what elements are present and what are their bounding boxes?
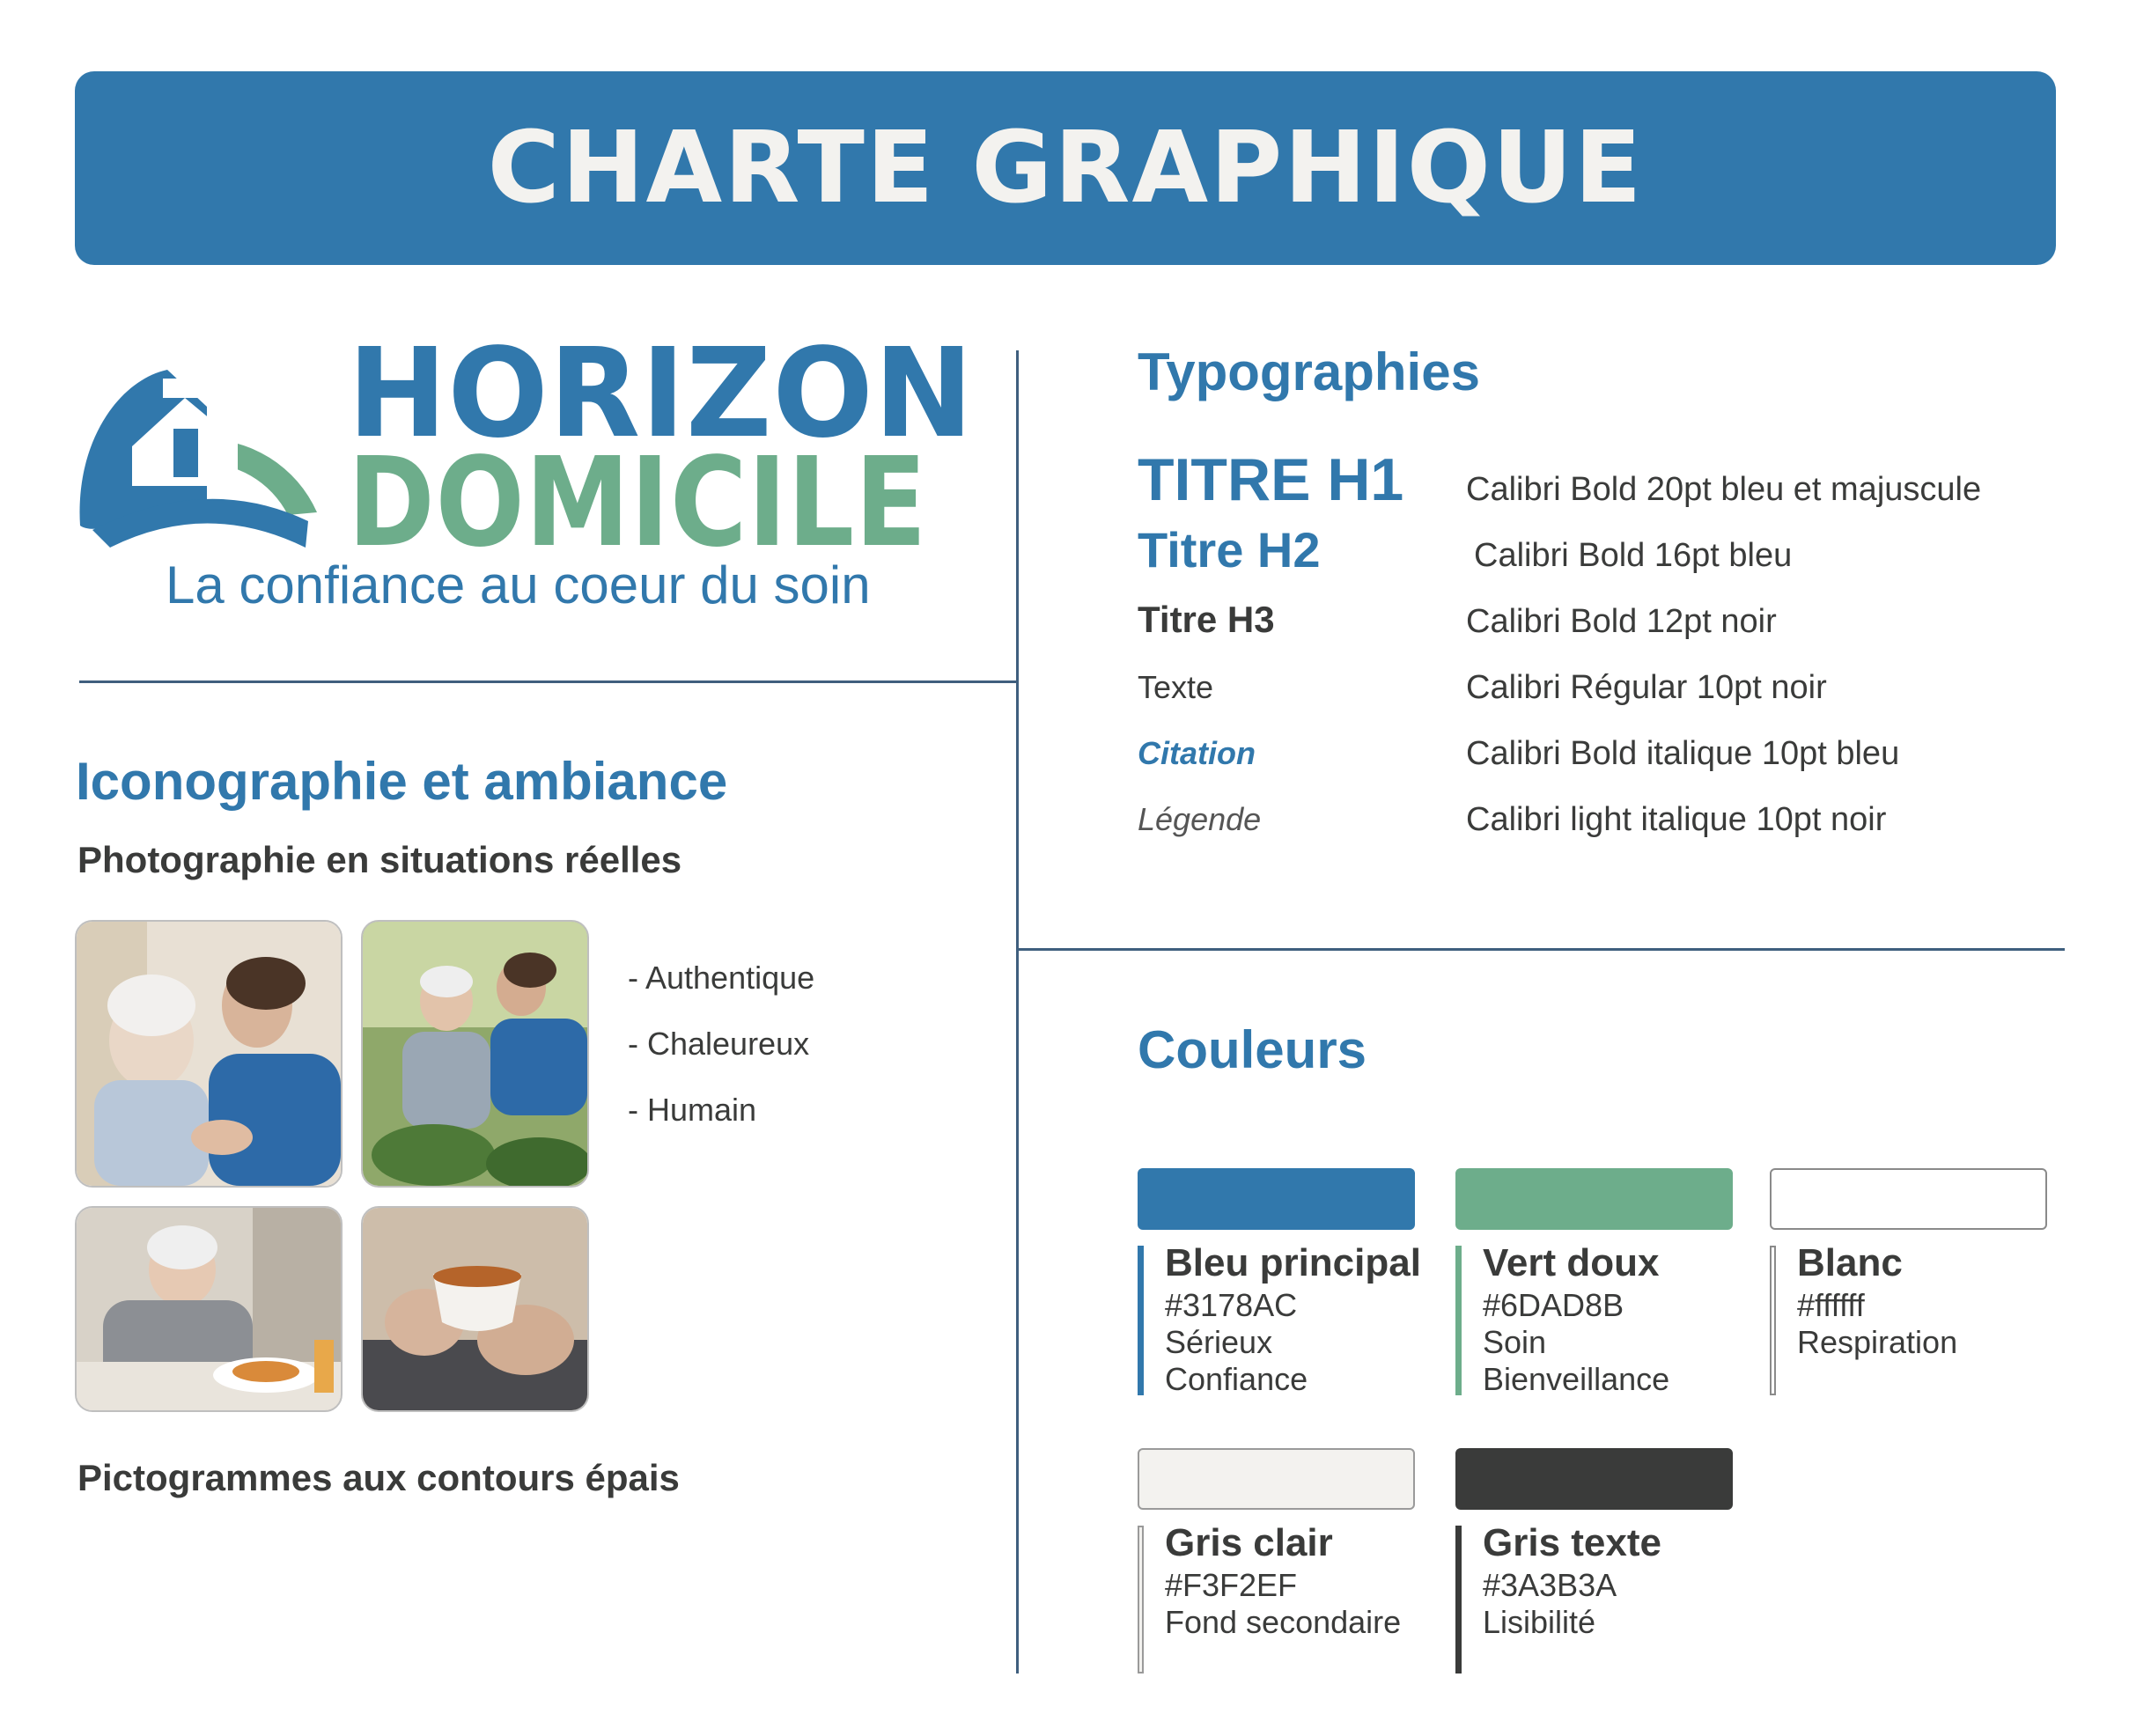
typo-sample-h1: TITRE H1 (1138, 446, 1404, 513)
swatch-bleu-principal (1138, 1168, 1415, 1230)
iconography-title: Iconographie et ambiance (76, 752, 728, 811)
photo-gardening-senior (361, 920, 589, 1188)
swatch-bar-blanc (1770, 1246, 1776, 1395)
photo-heading: Photographie en situations réelles (77, 839, 682, 880)
pictogram-heading: Pictogrammes aux contours épais (77, 1457, 680, 1498)
logo-word-horizon: HORIZON (348, 322, 975, 466)
photo-hands-holding-tea (361, 1206, 589, 1412)
typo-sample-texte: Texte (1138, 669, 1214, 705)
swatch-desc-gris-clair-1: Fond secondaire (1165, 1604, 1402, 1640)
swatch-name-gris-clair: Gris clair (1165, 1521, 1333, 1564)
swatch-hex-bleu-principal: #3178AC (1165, 1287, 1298, 1323)
colors-title: Couleurs (1138, 1020, 1367, 1079)
swatch-name-bleu-principal: Bleu principal (1165, 1241, 1421, 1284)
swatch-gris-texte (1455, 1448, 1733, 1510)
right-horizontal-divider (1018, 948, 2065, 951)
bullet-authentique: - Authentique (628, 960, 815, 996)
swatch-desc-vert-doux-2: Bienveillance (1483, 1361, 1670, 1397)
vertical-divider (1016, 350, 1019, 1673)
swatch-name-blanc: Blanc (1797, 1241, 1903, 1284)
swatch-bar-vert-doux (1455, 1246, 1462, 1395)
typo-desc-h2: Calibri Bold 16pt bleu (1474, 537, 1793, 574)
swatch-bar-gris-texte (1455, 1526, 1462, 1673)
swatch-bar-gris-clair (1138, 1526, 1144, 1673)
page-title: CHARTE GRAPHIQUE (487, 111, 1644, 225)
swatch-hex-gris-texte: #3A3B3A (1483, 1567, 1617, 1603)
swatch-desc-gris-texte-1: Lisibilité (1483, 1604, 1596, 1640)
typo-sample-h2: Titre H2 (1138, 522, 1321, 577)
logo-tagline: La confiance au coeur du soin (166, 555, 871, 614)
swatch-desc-bleu-principal-1: Sérieux (1165, 1324, 1273, 1360)
typo-sample-citation: Citation (1138, 735, 1256, 771)
photo-senior-eating-meal (75, 1206, 343, 1412)
logo-word-domicile: DOMICILE (348, 431, 928, 575)
swatch-desc-bleu-principal-2: Confiance (1165, 1361, 1308, 1397)
swatch-gris-clair (1138, 1448, 1415, 1510)
typo-desc-texte: Calibri Régular 10pt noir (1466, 669, 1827, 706)
swatch-hex-blanc: #ffffff (1797, 1287, 1865, 1323)
house-logo-icon (75, 345, 330, 552)
swatch-blanc (1770, 1168, 2047, 1230)
typo-desc-h1: Calibri Bold 20pt bleu et majuscule (1466, 471, 1982, 508)
left-horizontal-divider (79, 680, 1018, 683)
swatch-name-gris-texte: Gris texte (1483, 1521, 1661, 1564)
typo-desc-legende: Calibri light italique 10pt noir (1466, 801, 1887, 838)
header-banner (75, 71, 2056, 265)
photo-caregiver-smiling-senior (75, 920, 343, 1188)
typo-sample-legende: Légende (1138, 801, 1262, 837)
bullet-chaleureux: - Chaleureux (628, 1026, 810, 1062)
typography-title: Typographies (1138, 342, 1480, 401)
typo-desc-citation: Calibri Bold italique 10pt bleu (1466, 735, 1900, 772)
bullet-humain: - Humain (628, 1092, 757, 1128)
swatch-name-vert-doux: Vert doux (1483, 1241, 1660, 1284)
swatch-vert-doux (1455, 1168, 1733, 1230)
swatch-bar-bleu-principal (1138, 1246, 1144, 1395)
swatch-hex-vert-doux: #6DAD8B (1483, 1287, 1624, 1323)
swatch-desc-blanc-1: Respiration (1797, 1324, 1958, 1360)
typo-sample-h3: Titre H3 (1138, 599, 1275, 640)
typo-desc-h3: Calibri Bold 12pt noir (1466, 603, 1777, 640)
swatch-desc-vert-doux-1: Soin (1483, 1324, 1547, 1360)
swatch-hex-gris-clair: #F3F2EF (1165, 1567, 1298, 1603)
